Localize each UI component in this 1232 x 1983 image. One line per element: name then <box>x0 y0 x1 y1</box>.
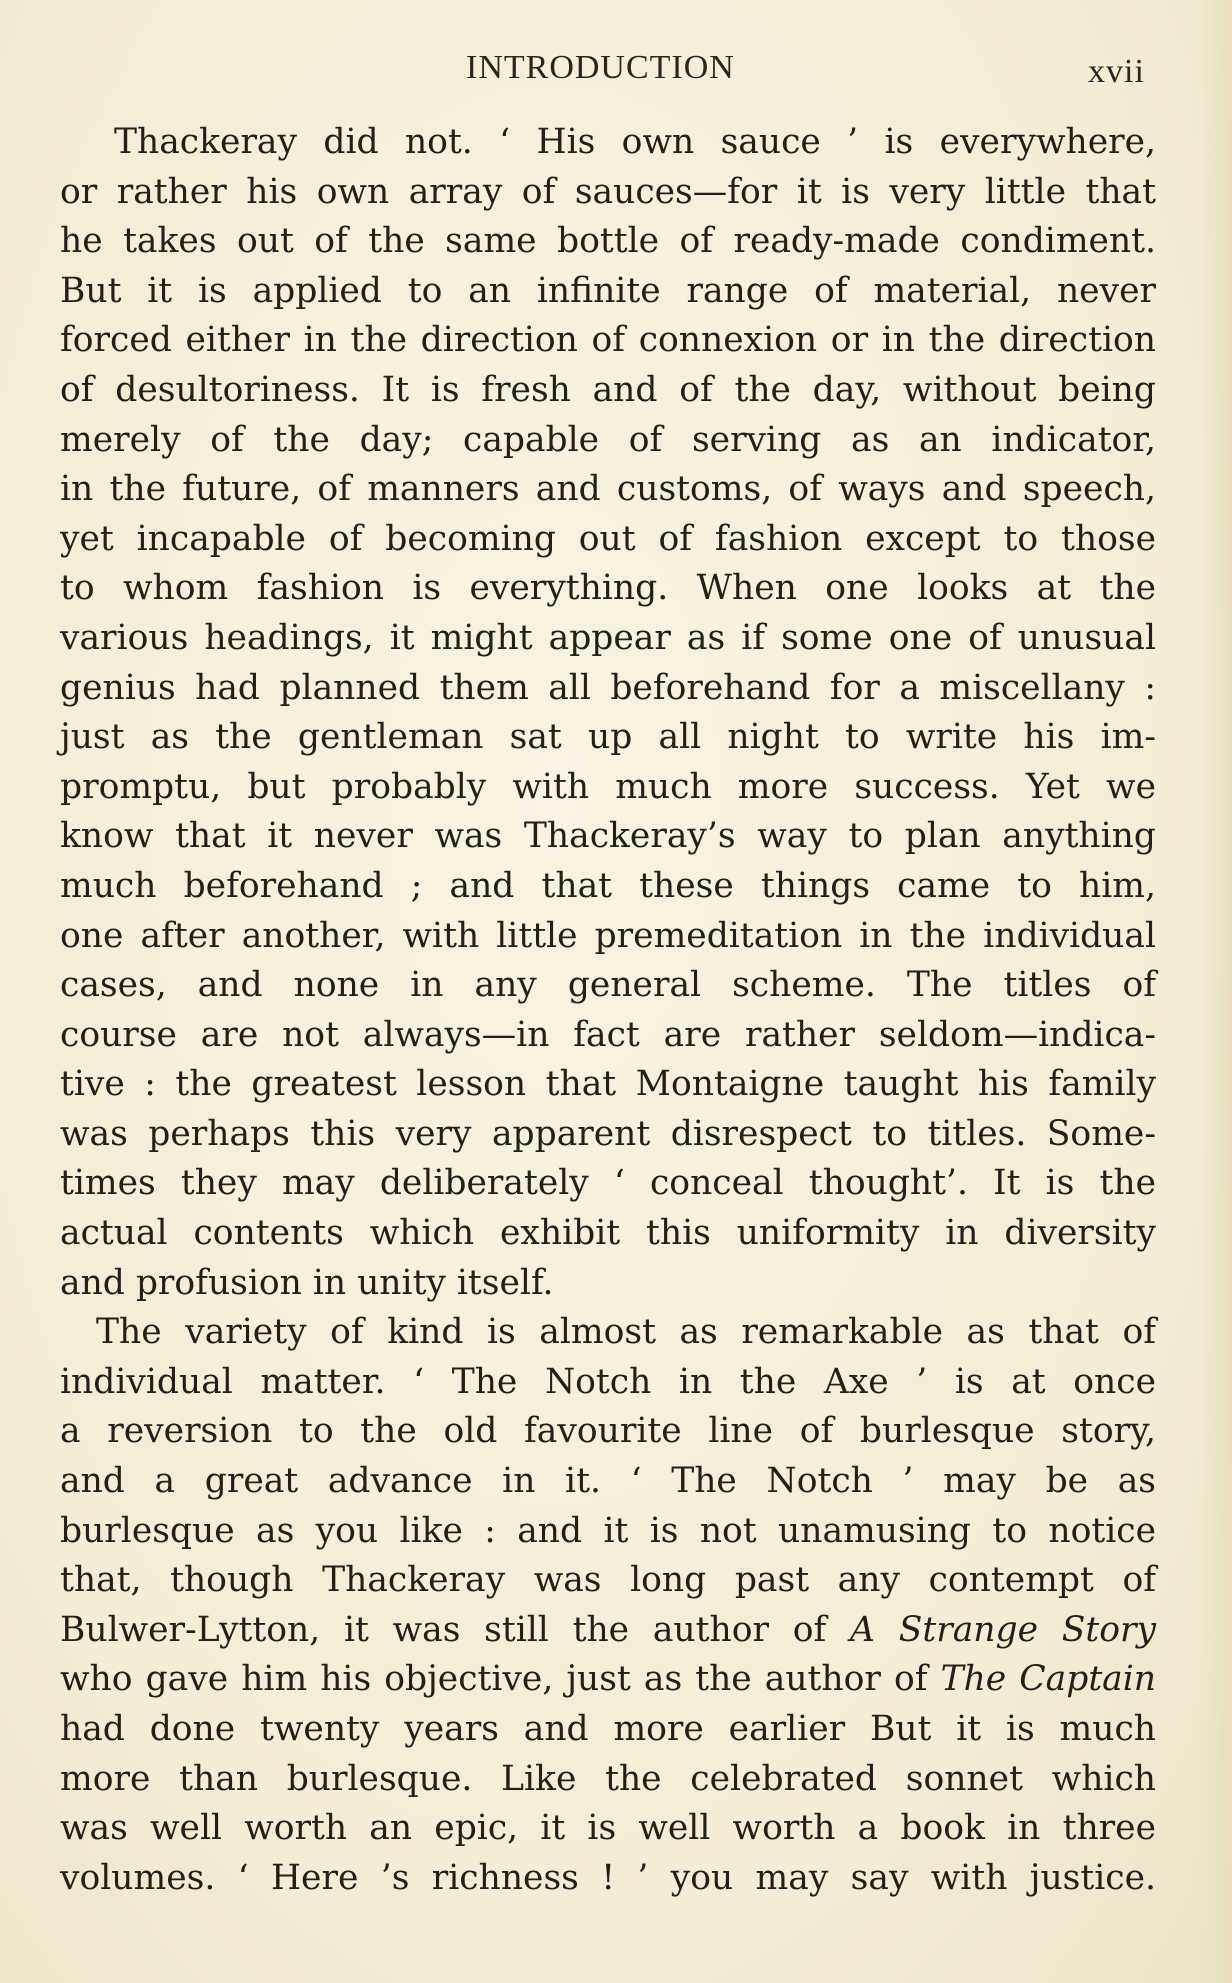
text-line: know that it never was Thackeray’s way to plan anything <box>60 816 1156 857</box>
text-line: was well worth an epic, it is well worth a book in three <box>60 1808 1156 1849</box>
text-line: times they may deliberately ‘ conceal thought’. It is the <box>60 1163 1156 1204</box>
text-line: yet incapable of becoming out of fashion except to those <box>60 518 1156 559</box>
page-number: xvii <box>1088 53 1145 90</box>
text-line: and profusion in unity itself. <box>60 1262 554 1303</box>
text-line: he takes out of the same bottle of ready-made condiment. <box>60 221 1156 262</box>
text-line: The variety of kind is almost as remarkable as that of <box>96 1312 1156 1353</box>
text-line: tive : the greatest lesson that Montaigne taught his family <box>60 1064 1156 1105</box>
italic-title: A Strange Story <box>850 1609 1156 1650</box>
text-line-with-italic <box>60 1655 1156 1705</box>
text-line: much beforehand ; and that these things came to him, <box>60 865 1156 906</box>
text-line: Thackeray did not. ‘ His own sauce ’ is everywhere, <box>114 122 1156 162</box>
italic-title: The Captain <box>940 1659 1157 1700</box>
text-line: more than burlesque. Like the celebrated sonnet which <box>60 1758 1156 1799</box>
page-edge-shadow <box>1198 0 1232 1983</box>
text-line: was perhaps this very apparent disrespect to titles. Some- <box>60 1113 1156 1154</box>
text-line: a reversion to the old favourite line of burlesque story, <box>60 1411 1156 1452</box>
text-fragment: Bulwer-Lytton, it was still the author of <box>60 1609 851 1650</box>
text-line: volumes. ‘ Here ’s richness ! ’ you may say with justice. <box>60 1857 1156 1898</box>
text-line: individual matter. ‘ The Notch in the Axe ’ is at once <box>60 1361 1156 1402</box>
text-line: genius had planned them all beforehand for a miscellany : <box>60 667 1156 708</box>
text-line: in the future, of manners and customs, of ways and speech, <box>60 469 1156 510</box>
text-line-with-italic <box>60 1606 1156 1656</box>
text-line: had done twenty years and more earlier But it is much <box>60 1709 1156 1749</box>
running-title: INTRODUCTION <box>466 49 735 86</box>
text-line: actual contents which exhibit this uniformity in diversity <box>60 1213 1156 1254</box>
text-line: and a great advance in it. ‘ The Notch ’ may be as <box>60 1461 1156 1502</box>
text-fragment: who gave him his objective, just as the author of <box>60 1659 941 1700</box>
text-line: cases, and none in any general scheme. The titles of <box>60 965 1156 1006</box>
text-line: promptu, but probably with much more success. Yet we <box>60 766 1156 807</box>
text-line: one after another, with little premeditation in the individual <box>60 915 1156 956</box>
text-line: burlesque as you like : and it is not unamusing to notice <box>60 1510 1156 1551</box>
text-line: to whom fashion is everything. When one looks at the <box>60 568 1156 609</box>
text-line: forced either in the direction of connexion or in the direction <box>60 320 1156 361</box>
text-line: that, though Thackeray was long past any contempt of <box>60 1560 1156 1601</box>
text-line: But it is applied to an infinite range of material, never <box>60 270 1156 311</box>
text-line: of desultoriness. It is fresh and of the day, without being <box>60 369 1156 410</box>
body-text <box>60 118 1156 1903</box>
paragraph-2 <box>60 1308 1156 1903</box>
text-line: or rather his own array of sauces—for it is very little that <box>60 171 1156 212</box>
page-header <box>0 48 1232 88</box>
text-line: course are not always—in fact are rather seldom—indica- <box>60 1014 1156 1055</box>
text-line: various headings, it might appear as if some one of unusual <box>60 617 1156 658</box>
text-line: merely of the day; capable of serving as an indicator, <box>60 419 1156 460</box>
paragraph-1 <box>60 118 1156 1308</box>
text-line: just as the gentleman sat up all night to write his im- <box>60 717 1156 758</box>
